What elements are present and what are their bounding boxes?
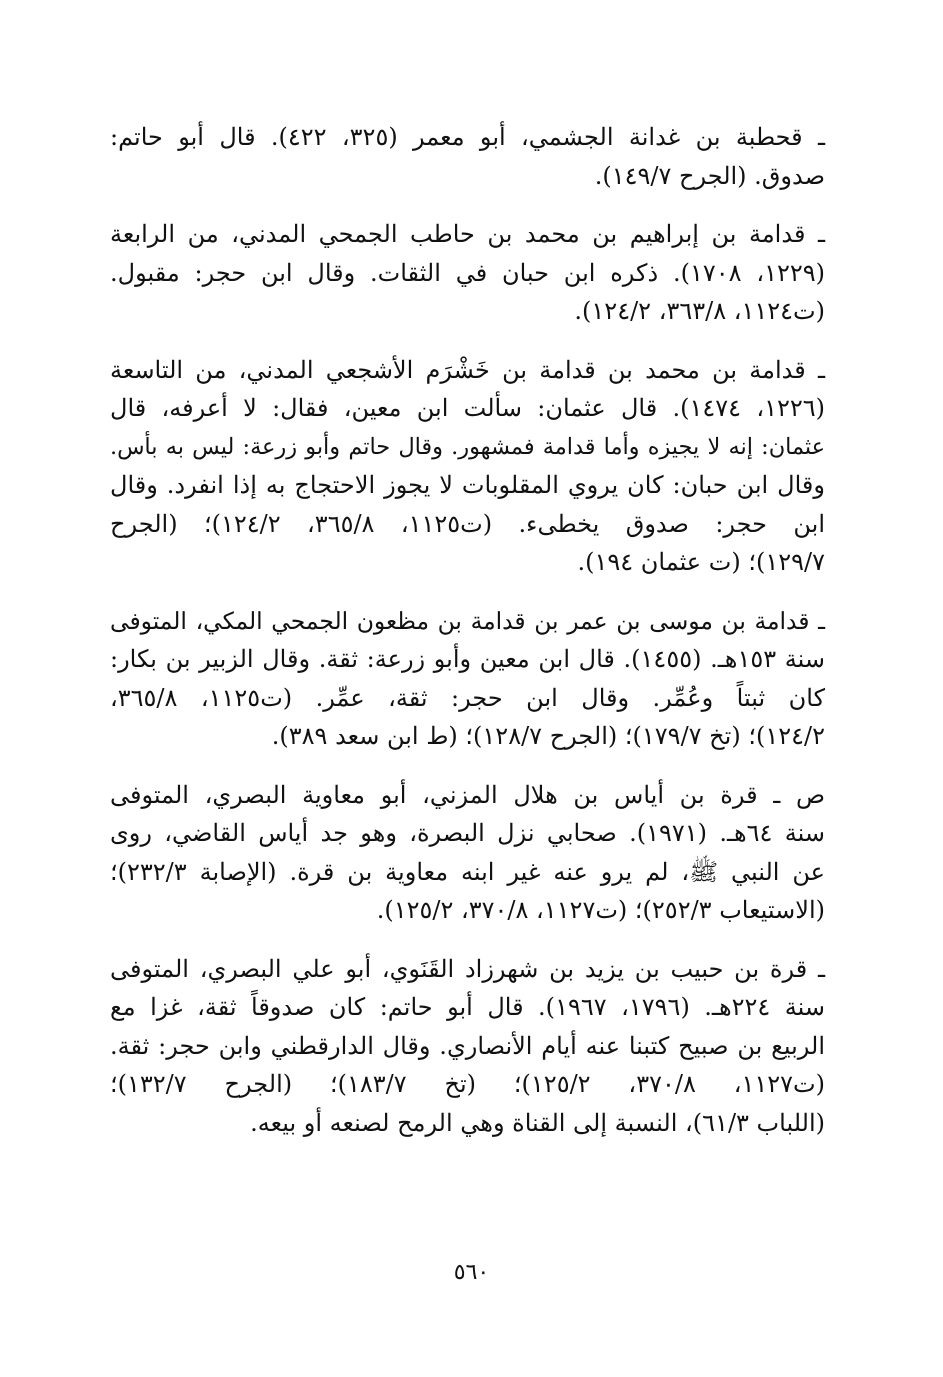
entry-line: ابن حجر: صدوق يخطىء. (ت١١٢٥، ٣٦٥/٨، ١٢٤/٢)؛ (الجرح [110, 509, 825, 538]
entry-line: عن النبي ﷺ، لم يرو عنه غير ابنه معاوية بن قرة. (الإصابة ٢٣٢/٣)؛ [110, 857, 825, 886]
entry-line: ـ قرة بن حبيب بن يزيد بن شهرزاد القَنَوي، أبو علي البصري، المتوفى [110, 954, 825, 983]
entry-line: ١٢٩/٧)؛ (ت عثمان ١٩٤). [577, 548, 825, 576]
entry-qudama-ibrahim [110, 215, 825, 331]
entry-line: سنة ٦٤هـ. (١٩٧١). صحابي نزل البصرة، وهو جد أياس القاضي، روى [110, 819, 825, 847]
entry-line: (اللباب ٦١/٣)، النسبة إلى القناة وهي الرمح لصنعه أو بيعه. [250, 1108, 825, 1137]
entry-qudama-muhammad [110, 351, 825, 582]
entry-line: كان ثبتاً وعُمِّر. وقال ابن حجر: ثقة، عمِّر. (ت١١٢٥، ٣٦٥/٨، [110, 683, 825, 712]
entry-line: (الاستيعاب ٢٥٢/٣)؛ (ت١١٢٧، ٣٧٠/٨، ١٢٥/٢). [376, 896, 825, 924]
entry-line: (ت١١٢٧، ٣٧٠/٨، ١٢٥/٢)؛ (تخ ١٨٣/٧)؛ (الجرح ١٣٢/٧)؛ [110, 1070, 825, 1098]
entry-line: (١٢٢٦، ١٤٧٤). قال عثمان: سألت ابن معين، فقال: لا أعرفه، قال [110, 394, 826, 422]
entry-line: (ت١١٢٤، ٣٦٣/٨، ١٢٤/٢). [574, 297, 825, 325]
entry-line: ـ قدامة بن إبراهيم بن محمد بن حاطب الجمحي المدني، من الرابعة [110, 220, 825, 248]
entry-qahtaba [110, 118, 825, 195]
entry-line: صدوق. (الجرح ١٤٩/٧). [594, 161, 825, 190]
entry-line: ـ قحطبة بن غدانة الجشمي، أبو معمر (٣٢٥، ٤٢٢). قال أبو حاتم: [110, 123, 826, 151]
entry-line: سنة ٢٢٤هـ. (١٧٩٦، ١٩٦٧). قال أبو حاتم: كان صدوقاً ثقة، غزا مع [110, 993, 826, 1021]
entry-qurra-ayas [110, 776, 825, 930]
entry-qurra-habib [110, 950, 825, 1143]
entry-line: ـ قدامة بن محمد بن قدامة بن خَشْرَم الأشجعي المدني، من التاسعة [110, 355, 825, 384]
entry-line: الربيع بن صبيح كتبنا عنه أيام الأنصاري. وقال الدارقطني وابن حجر: ثقة. [110, 1031, 825, 1060]
entry-line: وقال ابن حبان: كان يروي المقلوبات لا يجوز الاحتجاج به إذا انفرد. وقال [110, 471, 825, 499]
entry-line: سنة ١٥٣هـ. (١٤٥٥). قال ابن معين وأبو زرعة: ثقة. وقال الزبير بن بكار: [110, 645, 825, 673]
page-number: ٥٦٠ [453, 1260, 490, 1285]
entry-line: (١٢٢٩، ١٧٠٨). ذكره ابن حبان في الثقات. وقال ابن حجر: مقبول. [110, 258, 826, 287]
page-body [110, 118, 825, 1162]
entry-line: عثمان: إنه لا يجيزه وأما قدامة فمشهور. وقال حاتم وأبو زرعة: ليس به بأس. [110, 433, 825, 460]
entry-line: ـ قدامة بن موسى بن عمر بن قدامة بن مظعون الجمحي المكي، المتوفى [110, 606, 825, 635]
entry-line: ص ـ قرة بن أياس بن هلال المزني، أبو معاوية البصري، المتوفى [110, 780, 825, 809]
entry-qudama-musa [110, 602, 825, 756]
entry-line: ١٢٤/٢)؛ (تخ ١٧٩/٧)؛ (الجرح ١٢٨/٧)؛ (ط ابن سعد ٣٨٩). [271, 722, 825, 750]
